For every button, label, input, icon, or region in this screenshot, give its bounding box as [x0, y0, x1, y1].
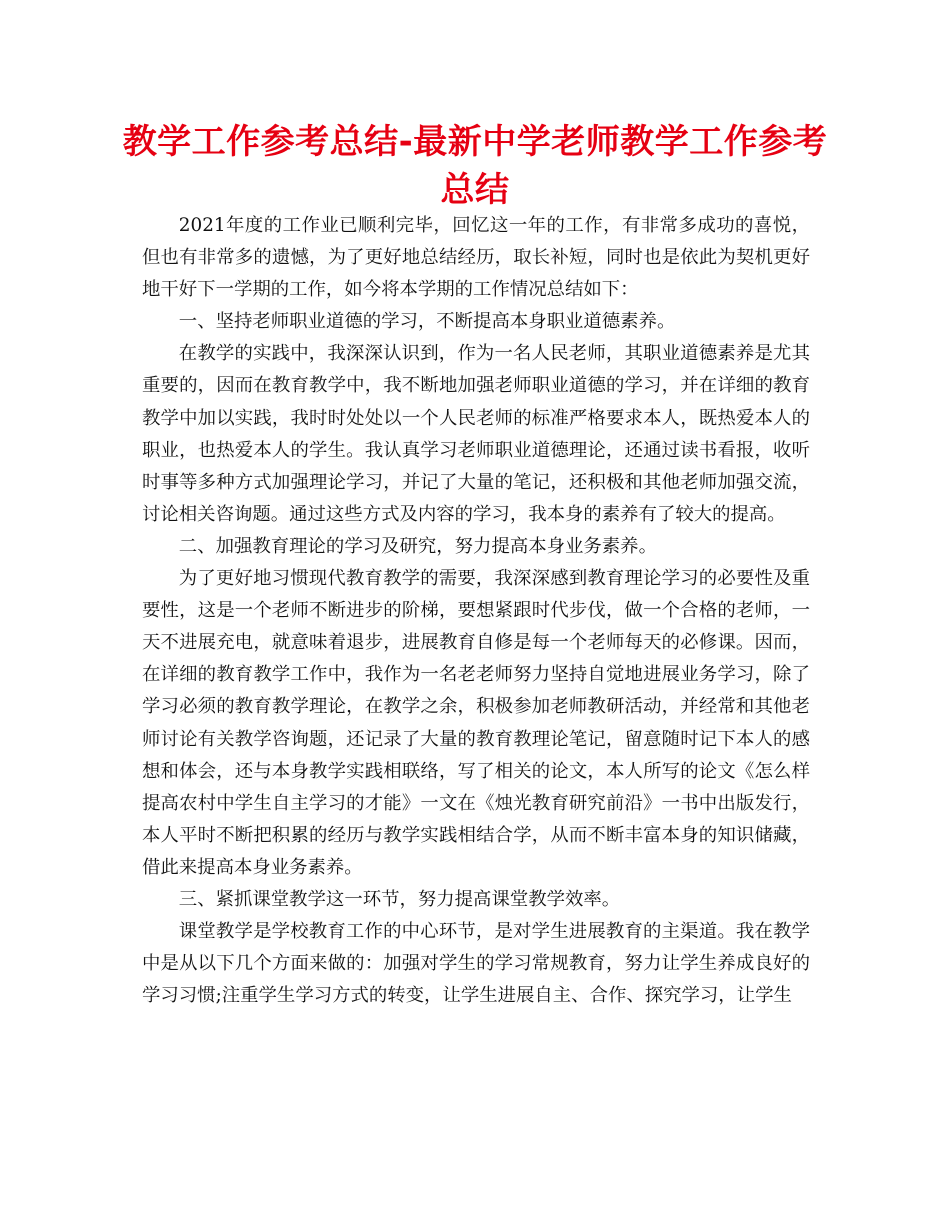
document-body [142, 210, 810, 1012]
paragraph-section-3: 课堂教学是学校教育工作的中心环节，是对学生进展教育的主渠道。我在教学中是从以下几个方面来做的：加强对学生的学习常规教育，努力让学生养成良好的学习习惯;注重学生学习方式的转变，让学生进展自主、合作、探究学习，让学生 [142, 921, 810, 1007]
section-heading-2: 二、加强教育理论的学习及研究，努力提高本身业务素养。 [178, 535, 657, 557]
page-title: 教学工作参考总结-最新中学老师教学工作参考总结 [122, 122, 828, 210]
paragraph-intro: 2021年度的工作业已顺利完毕，回忆这一年的工作，有非常多成功的喜悦，但也有非常多的遗憾，为了更好地总结经历，取长补短，同时也是依此为契机更好地干好下一学期的工作，如今将本学期的工作情况总结如下： [142, 215, 810, 301]
paragraph-section-2: 为了更好地习惯现代教育教学的需要，我深深感到教育理论学习的必要性及重要性，这是一个老师不断进步的阶梯，要想紧跟时代步伐，做一个合格的老师，一天不进展充电，就意味着退步，进展教育自修是每一个老师每天的必修课。因而，在详细的教育教学工作中，我作为一名老老师努力坚持自觉地进展业务学习，除了学习必须的教育教学理论，在教学之余，积极参加老师教研活动，并经常和其他老师讨论有关教学咨询题，还记录了大量的教育教理论笔记，留意随时记下本人的感想和体会，还与本身教学实践相联络，写了相关的论文，本人所写的论文《怎么样提高农村中学生自主学习的才能》一文在《烛光教育研究前沿》一书中出版发行，本人平时不断把积累的经历与教学实践相结合学，从而不断丰富本身的知识储藏，借此来提高本身业务素养。 [142, 568, 810, 878]
section-heading-1: 一、坚持老师职业道德的学习，不断提高本身职业道德素养。 [178, 311, 676, 333]
section-heading-3: 三、紧抓课堂教学这一环节，努力提高课堂教学效率。 [178, 888, 621, 910]
paragraph-section-1: 在教学的实践中，我深深认识到，作为一名人民老师，其职业道德素养是尤其重要的，因而在教育教学中，我不断地加强老师职业道德的学习，并在详细的教育教学中加以实践，我时时处处以一个人民老师的标准严格要求本人，既热爱本人的职业，也热爱本人的学生。我认真学习老师职业道德理论，还通过读书看报，收听时事等多种方式加强理论学习，并记了大量的笔记，还积极和其他老师加强交流，讨论相关咨询题。通过这些方式及内容的学习，我本身的素养有了较大的提高。 [142, 343, 810, 525]
